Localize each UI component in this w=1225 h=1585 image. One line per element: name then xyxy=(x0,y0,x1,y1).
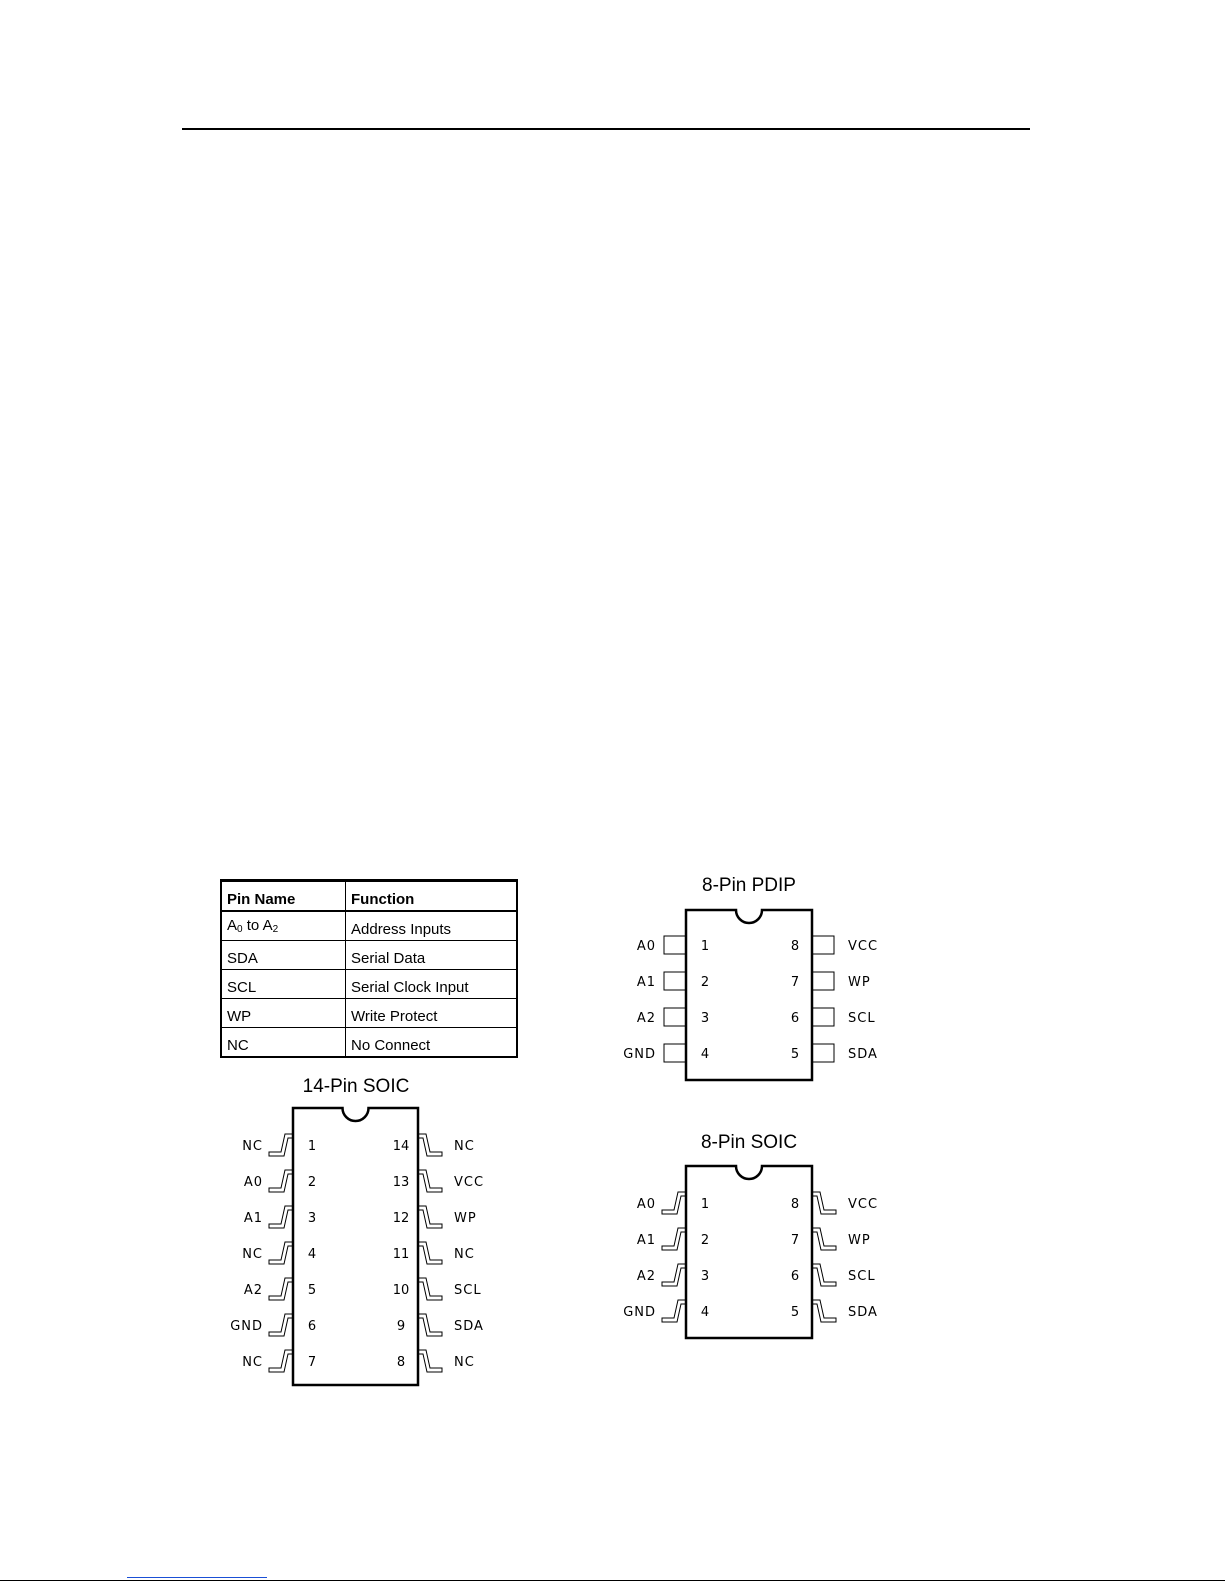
pin-number: 4 xyxy=(307,1247,317,1262)
pin-number: 1 xyxy=(307,1139,317,1154)
pin-label: NC xyxy=(454,1355,475,1370)
pin-lead xyxy=(812,1300,836,1322)
function-cell: No Connect xyxy=(351,1037,431,1054)
pin-lead xyxy=(664,1008,686,1026)
pin-label: A1 xyxy=(243,1211,263,1226)
pin-lead xyxy=(269,1242,293,1264)
pin-number: 2 xyxy=(700,975,710,990)
pin-lead xyxy=(418,1170,442,1192)
pin-lead xyxy=(662,1264,686,1286)
pin-lead xyxy=(812,1044,834,1062)
pin-label: SCL xyxy=(848,1011,876,1026)
pin-label: VCC xyxy=(454,1175,485,1190)
function-cell: Serial Data xyxy=(346,941,518,970)
pin-lead xyxy=(664,972,686,990)
pin-label: SDA xyxy=(848,1305,878,1320)
function-cell: Address Inputs xyxy=(346,911,518,941)
pin-lead xyxy=(269,1350,293,1372)
pin-name-sub-end: 2 xyxy=(272,924,279,935)
pin-number: 1 xyxy=(700,1197,710,1212)
pin-name-cell: WP xyxy=(221,999,346,1028)
pin-number: 7 xyxy=(307,1355,317,1370)
pin-label: A0 xyxy=(243,1175,263,1190)
pin-number: 8 xyxy=(790,939,800,954)
pin-lead xyxy=(812,1008,834,1026)
pin-number: 5 xyxy=(307,1283,317,1298)
header-function: Function xyxy=(346,881,518,912)
header-pin-name: Pin Name xyxy=(221,881,346,912)
pin-lead xyxy=(418,1242,442,1264)
pin-number: 10 xyxy=(392,1283,410,1298)
pin-number: 5 xyxy=(790,1305,800,1320)
pin-lead xyxy=(269,1170,293,1192)
pin-number: 8 xyxy=(790,1197,800,1212)
pin-lead xyxy=(812,1264,836,1286)
pin-lead xyxy=(418,1278,442,1300)
pin-number: 4 xyxy=(700,1047,710,1062)
pin-label: NC xyxy=(454,1247,475,1262)
pin-number: 4 xyxy=(700,1305,710,1320)
pin-number: 1 xyxy=(700,939,710,954)
pin-name-cell: SCL xyxy=(221,970,346,999)
pin-name-cell: SDA xyxy=(221,941,346,970)
footer-link-underline xyxy=(127,1577,267,1578)
pin-label: A1 xyxy=(636,1233,656,1248)
pin-lead xyxy=(662,1300,686,1322)
pin-lead xyxy=(812,972,834,990)
pin-number: 6 xyxy=(790,1011,800,1026)
pin-label: NC xyxy=(454,1139,475,1154)
pin-label: SCL xyxy=(848,1269,876,1284)
pin-number: 3 xyxy=(700,1269,710,1284)
pin-label: A0 xyxy=(636,1197,656,1212)
function-cell: Serial Clock Input xyxy=(346,970,518,999)
pin-label: GND xyxy=(623,1305,656,1320)
pin-number: 5 xyxy=(790,1047,800,1062)
pin-lead xyxy=(664,936,686,954)
pin-lead xyxy=(812,1228,836,1250)
pin-number: 7 xyxy=(790,975,800,990)
pin-name-mid: to A xyxy=(242,917,273,934)
pin-number: 7 xyxy=(790,1233,800,1248)
pin-number: 13 xyxy=(392,1175,410,1190)
pin-number: 14 xyxy=(392,1139,410,1154)
pin-label: VCC xyxy=(848,1197,879,1212)
pin-label: A0 xyxy=(636,939,656,954)
pin-label: A2 xyxy=(636,1269,656,1284)
pin-number: 8 xyxy=(396,1355,406,1370)
pin-label: WP xyxy=(848,975,871,990)
pin-number: 2 xyxy=(700,1233,710,1248)
pin-lead xyxy=(418,1314,442,1336)
function-cell: Write Protect xyxy=(346,999,518,1028)
soic14-title: 14-Pin SOIC xyxy=(302,1076,410,1097)
pin-lead xyxy=(269,1314,293,1336)
pdip8-title: 8-Pin PDIP xyxy=(702,875,796,896)
pin-name-sub-start: 0 xyxy=(237,924,243,935)
pin-lead xyxy=(269,1206,293,1228)
pin-label: A2 xyxy=(636,1011,656,1026)
pin-lead xyxy=(269,1134,293,1156)
pin-name-a: A xyxy=(227,917,238,934)
pin-label: NC xyxy=(242,1247,263,1262)
pin-number: 2 xyxy=(307,1175,317,1190)
pin-label: SDA xyxy=(454,1319,484,1334)
pin-label: A2 xyxy=(243,1283,263,1298)
pin-number: 6 xyxy=(307,1319,317,1334)
pin-number: 3 xyxy=(700,1011,710,1026)
footer-rule xyxy=(0,1580,1225,1581)
pin-number: 9 xyxy=(396,1319,406,1334)
pin-number: 3 xyxy=(307,1211,317,1226)
pin-lead xyxy=(418,1206,442,1228)
pin-lead xyxy=(812,1192,836,1214)
pin-label: WP xyxy=(848,1233,871,1248)
pin-number: 11 xyxy=(392,1247,410,1262)
pin-lead xyxy=(418,1350,442,1372)
pin-lead xyxy=(662,1228,686,1250)
pin-label: VCC xyxy=(848,939,879,954)
pin-label: A1 xyxy=(636,975,656,990)
pin-label: GND xyxy=(623,1047,656,1062)
pin-name-cell: NC xyxy=(221,1028,346,1058)
pin-lead xyxy=(812,936,834,954)
pin-lead xyxy=(662,1192,686,1214)
pin-lead xyxy=(269,1278,293,1300)
pin-label: WP xyxy=(454,1211,477,1226)
pin-label: NC xyxy=(242,1355,263,1370)
pin-number: 6 xyxy=(790,1269,800,1284)
pin-lead xyxy=(418,1134,442,1156)
soic8-title: 8-Pin SOIC xyxy=(700,1132,798,1153)
pin-label: NC xyxy=(242,1139,263,1154)
pin-label: SCL xyxy=(454,1283,482,1298)
pin-label: SDA xyxy=(848,1047,878,1062)
pin-lead xyxy=(664,1044,686,1062)
pin-label: GND xyxy=(230,1319,263,1334)
pin-number: 12 xyxy=(392,1211,410,1226)
